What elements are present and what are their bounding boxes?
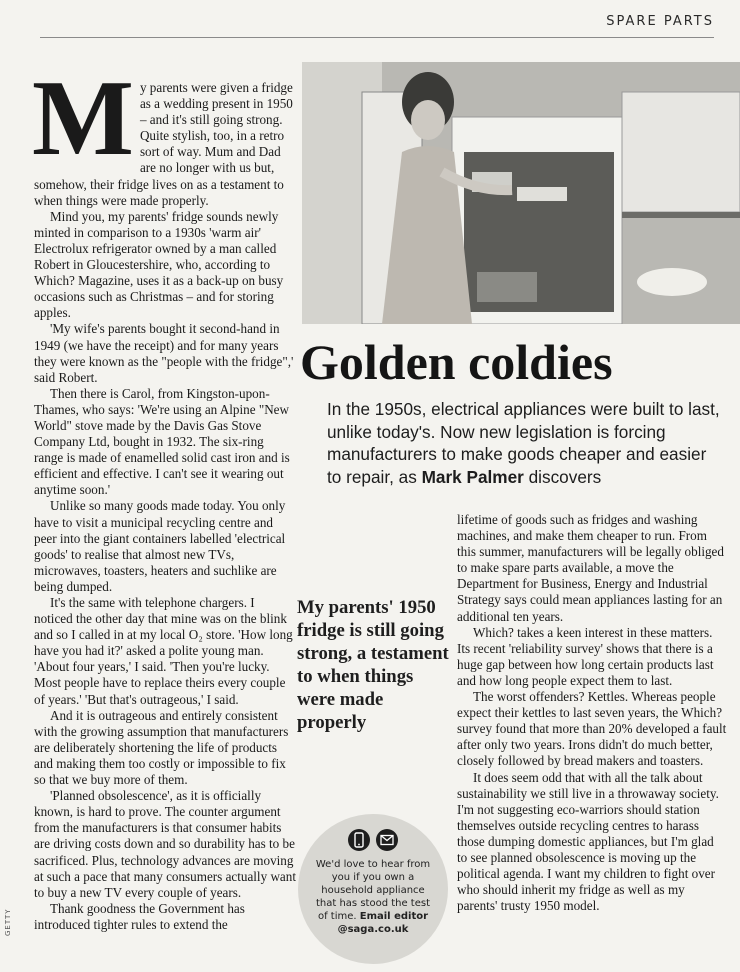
right-column (457, 512, 727, 914)
paragraph-4: Then there is Carol, from Kingston-upon-Thames, who says: 'We're using an Alpine "New World" stove made by the Davis Gas Stove Company Ltd, bought in 1932. The six-ring range is made of enamelled solid cast iron and is efficient and effective. I can't see it wearing out anytime soon.' (34, 385, 290, 498)
photo-credit: GETTY (4, 908, 12, 936)
article-photo (302, 62, 740, 324)
paragraph-11: Which? takes a keen interest in these matters. Its recent 'reliability survey' shows that there is a huge gap between how long certain products last and how long people expect them to last. (457, 624, 714, 688)
header-rule (40, 37, 714, 38)
standfirst: In the 1950s, electrical appliances were built to last, unlike today's. Now new legislation is forcing manufacturers to make goods cheaper and easier to repair, as Mark Palmer discovers (327, 399, 720, 487)
section-label: SPARE PARTS (606, 14, 714, 29)
email-address[interactable]: @saga.co.uk (337, 924, 409, 935)
drop-cap: M (32, 59, 134, 178)
left-column (32, 59, 296, 933)
paragraph-7: And it is outrageous and entirely consistent with the growing assumption that manufacturers are deliberately shortening the life of products and making them too costly or impossible to fix so that we buy more of them. (34, 707, 289, 788)
contact-message: We'd love to hear from you if you own a household appliance that has stood the test of time. Email editor @saga.co.uk (315, 859, 431, 935)
email-prefix: Email editor (359, 911, 429, 922)
paragraph-12: The worst offenders? Kettles. Whereas people expect their kettles to last seven years, the Which? survey found that more than 20% developed a fault after only two years. Irons didn't do much better, closely followed by bread makers and toasters. (457, 689, 727, 769)
woman-with-fridge-photo (302, 62, 740, 324)
paragraph-10: lifetime of goods such as fridges and washing machines, and make them cheaper to run. From this summer, manufacturers will be legally obliged to make spare parts available, a move the Department for Business, Energy and Industrial Strategy says could mean appliances lasting for an additional ten years. (457, 512, 724, 624)
contact-box (298, 814, 448, 964)
pull-quote: My parents' 1950 fridge is still going strong, a testament to when things were made properly (297, 597, 449, 734)
paragraph-2: Mind you, my parents' fridge sounds newly minted in comparison to a 1930s 'warm air' Electrolux refrigerator owned by a man called Robert in Gloucestershire, who, according to Which? Magazine, uses it as a back-up on busy occasions such as Christmas – and for storing apples. (34, 208, 284, 321)
contact-icons (298, 828, 448, 852)
envelope-icon (376, 828, 398, 852)
headline: Golden coldies (300, 334, 613, 390)
paragraph-13: It does seem odd that with all the talk about sustainability we still live in a throwaway society. I'm not suggesting eco-warriors should station themselves outside recycling centres to harass those dumping domestic appliances, but I'm glad to see planned obsolescence is moving up the political agenda. I want my children to fight over who should inherit my fridge as well as my parents' trusty 1950 model. (457, 769, 719, 914)
paragraph-3: 'My wife's parents bought it second-hand in 1949 (we have the receipt) and for many years they were known as the "people with the fridge",' said Robert. (34, 321, 294, 385)
paragraph-1: My parents were given a fridge as a wedding present in 1950 – and it's still going strong. Quite stylish, too, in a retro sort of way. Mum and Dad are no longer with us but, somehow, their fridge lives on as a testament to when things were made properly. (32, 59, 293, 208)
paragraph-8: 'Planned obsolescence', as it is officially known, is hard to prove. The counter argument from the manufacturers is that consumer habits are driving costs down and so durability has to be sacrificed. Plus, technology advances are moving at such a pace that many consumers actually want to buy a new TV every couple of years. (34, 788, 296, 900)
author-name: Mark Palmer (421, 466, 524, 487)
phone-icon (348, 828, 370, 852)
paragraph-6: It's the same with telephone chargers. I noticed the other day that mine was on the blink and so I called in at my local O₂ store. 'How long have you had it?' asked a polite young man. 'About four years,' I said. 'Then you're lucky. Most people have to replace theirs every couple of years.' 'But that's outrageous,' I said. (34, 595, 293, 707)
paragraph-9: Thank goodness the Government has introduced tighter rules to extend the (34, 900, 245, 932)
paragraph-5: Unlike so many goods made today. You only have to visit a municipal recycling centre and peer into the giant containers labelled 'electrical goods' to realise that almost new TVs, microwaves, toasters, heaters and suchlike are being dumped. (34, 498, 286, 594)
